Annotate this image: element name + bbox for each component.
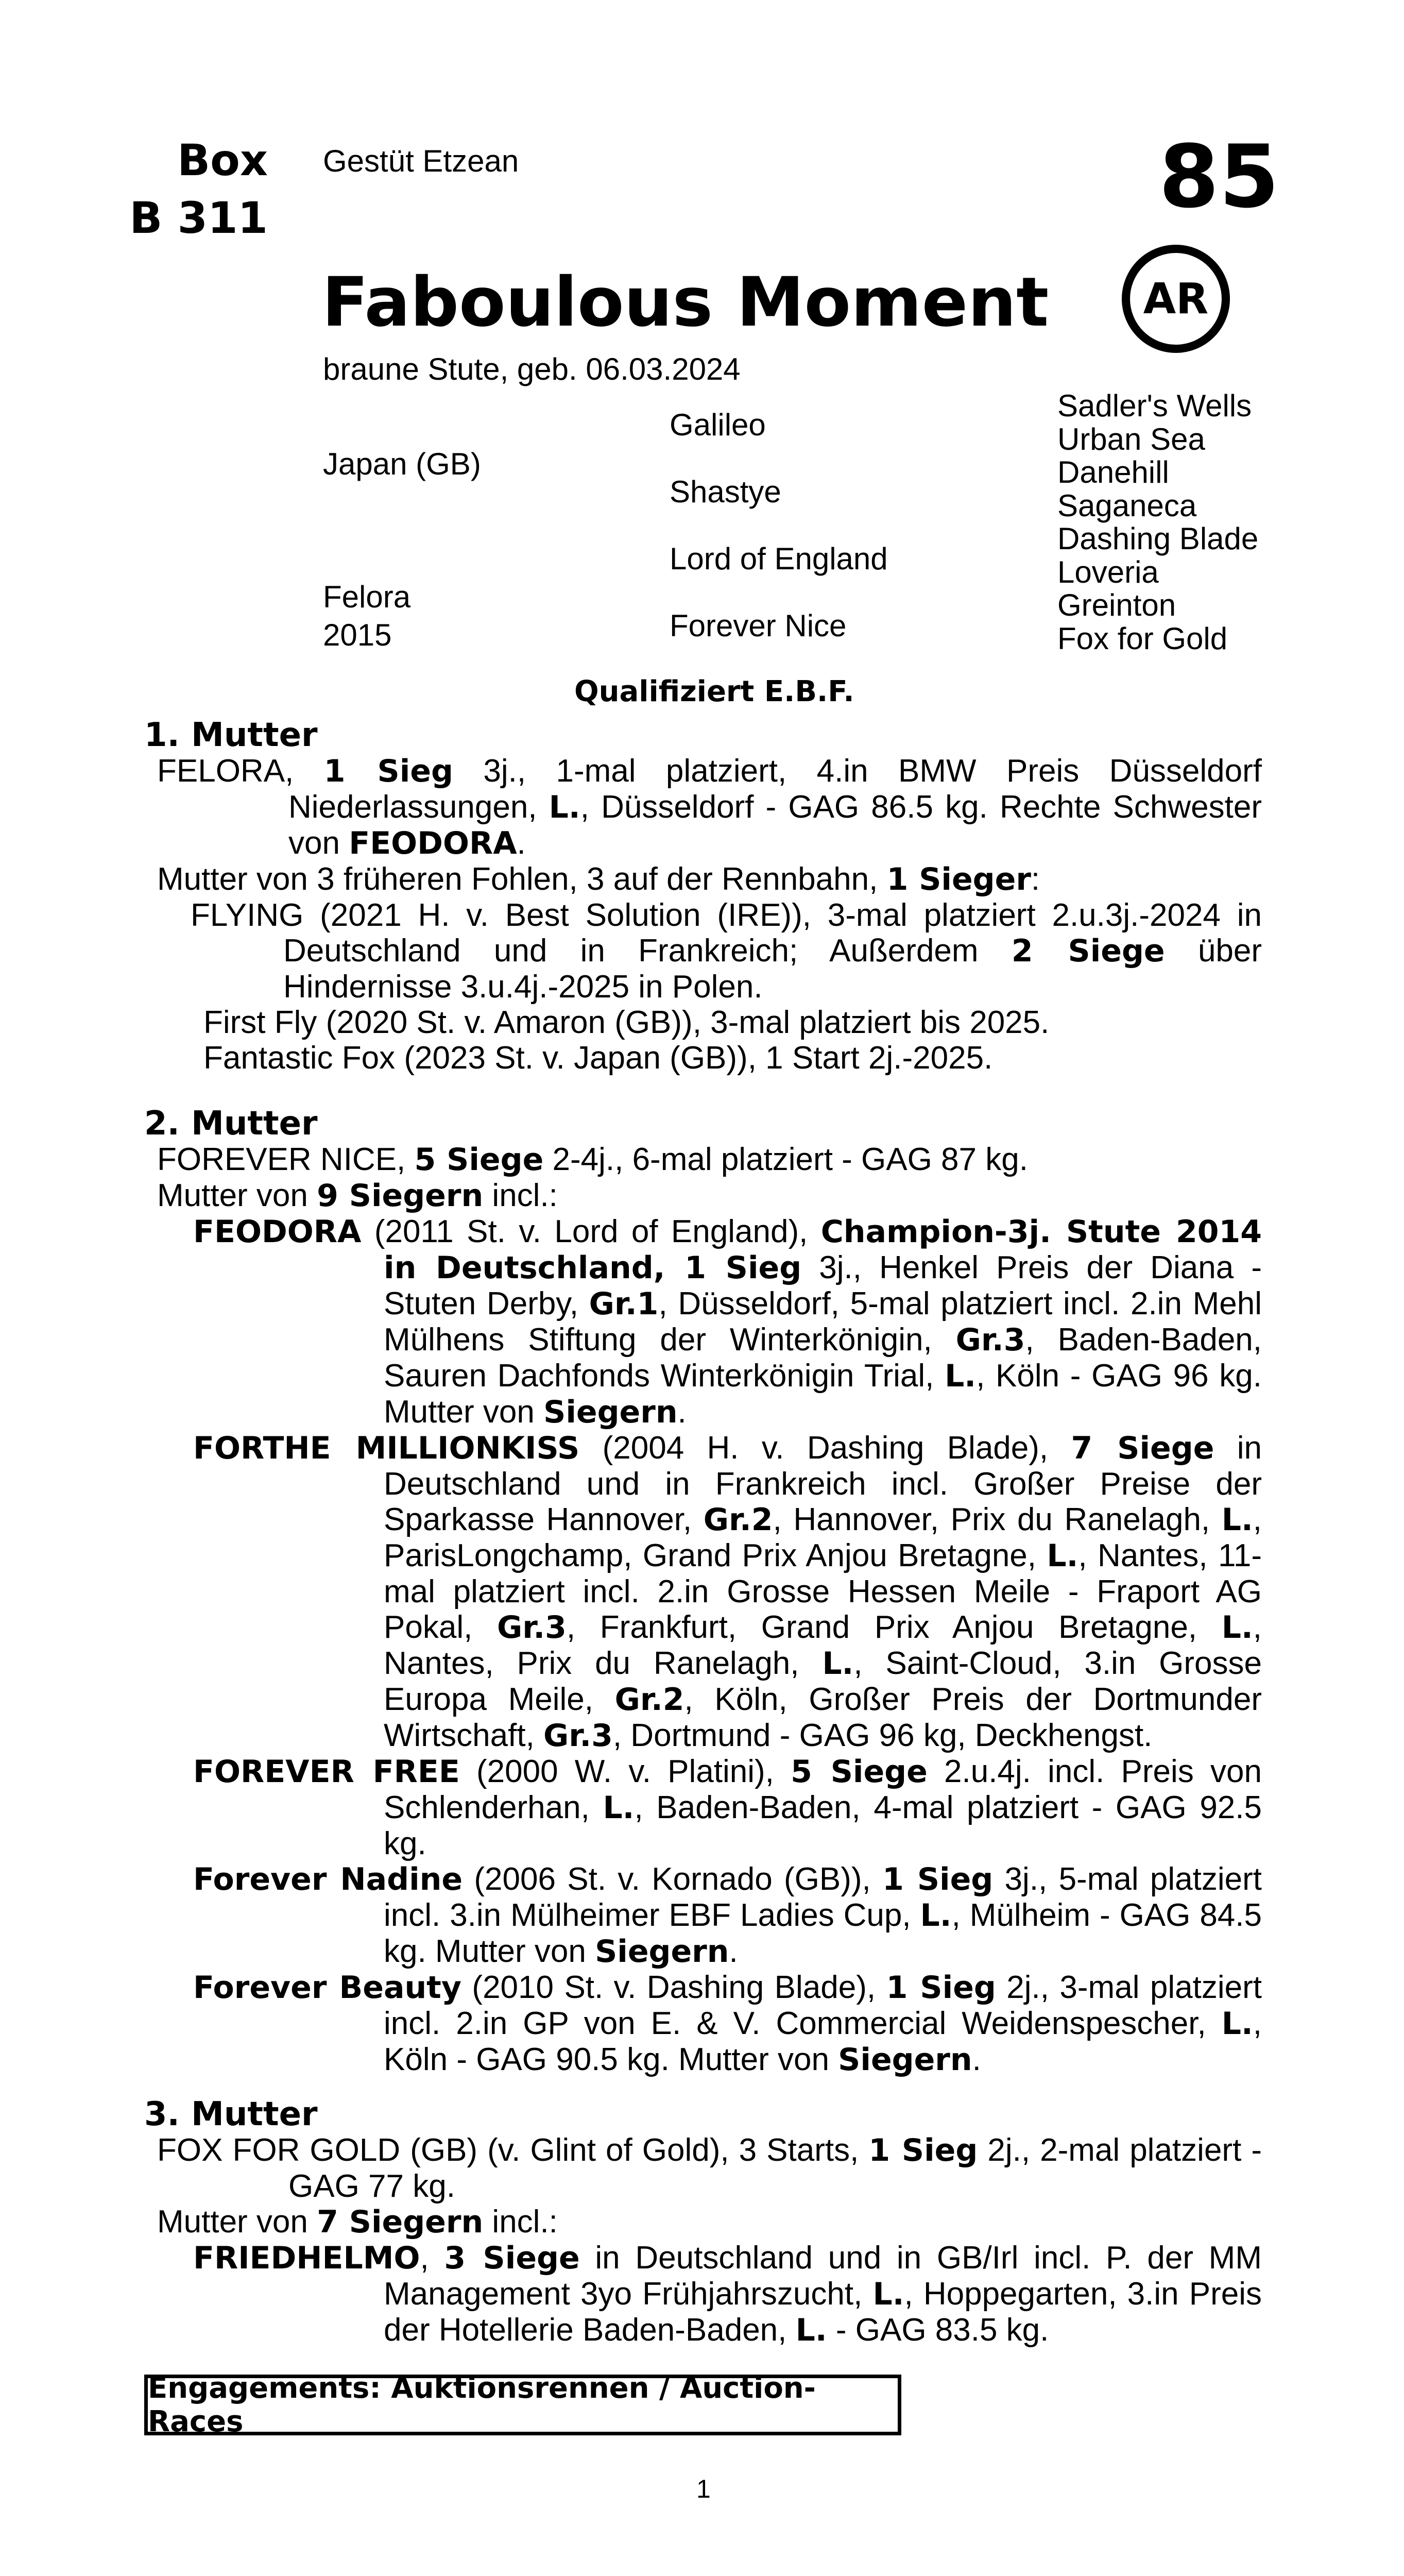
pedigree-great-grandparent: Fox for Gold xyxy=(1057,621,1228,656)
produce-entry: FEODORA (2011 St. v. Lord of England), Champion-3j. Stute 2014 in Deutschland, 1 Sieg 3j., Henkel Preis der Diana - Stuten Derby, Gr.1, Düsseldorf, 5-mal platziert incl. 2.in Mehl Mülhens Stiftung der Winterkönigin, Gr.3, Baden-Baden, Sauren Dachfonds Winterkönigin Trial, L., Köln - GAG 96 kg. Mutter von Siegern. xyxy=(193,1214,1262,1430)
section-heading: 1. Mutter xyxy=(144,716,318,754)
produce-entry: Forever Nadine (2006 St. v. Kornado (GB)), 1 Sieg 3j., 5-mal platziert incl. 3.in Mülheimer EBF Ladies Cup, L., Mülheim - GAG 84.5 kg. Mutter von Siegern. xyxy=(193,1861,1262,1970)
horse-description: braune Stute, geb. 06.03.2024 xyxy=(323,352,741,386)
box-number: B 311 xyxy=(129,193,268,243)
horse-name: Faboulous Moment xyxy=(322,263,1049,342)
produce-entry: FLYING (2021 H. v. Best Solution (IRE)), 3-mal platziert 2.u.3j.-2024 in Deutschland und in Frankreich; Außerdem 2 Siege über Hindernisse 3.u.4j.-2025 in Polen. xyxy=(191,897,1262,1005)
qualification-note: Qualifiziert E.B.F. xyxy=(574,675,854,708)
section-heading: 3. Mutter xyxy=(144,2095,318,2133)
produce-summary: Mutter von 7 Siegern incl.: xyxy=(157,2204,558,2240)
produce-entry: FRIEDHELMO, 3 Siege in Deutschland und in GB/Irl incl. P. der MM Management 3yo Frühjahrszucht, L., Hoppegarten, 3.in Preis der Hotellerie Baden-Baden, L. - GAG 83.5 kg. xyxy=(193,2240,1262,2348)
pedigree-grandparent: Lord of England xyxy=(670,541,888,576)
pedigree-great-grandparent: Danehill xyxy=(1057,455,1169,489)
pedigree-grandparent: Forever Nice xyxy=(670,608,847,643)
page-number: 1 xyxy=(696,2475,711,2503)
pedigree-dam-year: 2015 xyxy=(323,618,392,652)
engagements-box xyxy=(144,2371,901,2438)
pedigree-grandparent: Shastye xyxy=(670,474,781,509)
produce-entry: FORTHE MILLIONKISS (2004 H. v. Dashing Blade), 7 Siege in Deutschland und in Frankreich incl. Großer Preise der Sparkasse Hannover, Gr.2, Hannover, Prix du Ranelagh, L., ParisLongchamp, Grand Prix Anjou Bretagne, L., Nantes, 11-mal platziert incl. 2.in Grosse Hessen Meile - Fraport AG Pokal, Gr.3, Frankfurt, Grand Prix Anjou Bretagne, L., Nantes, Prix du Ranelagh, L., Saint-Cloud, 3.in Grosse Europa Meile, Gr.2, Köln, Großer Preis der Dortmunder Wirtschaft, Gr.3, Dortmund - GAG 96 kg, Deckhengst. xyxy=(193,1430,1262,1754)
pedigree-great-grandparent: Greinton xyxy=(1057,588,1176,622)
lot-number: 85 xyxy=(1159,126,1279,227)
box-label: Box xyxy=(177,135,268,185)
section-heading: 2. Mutter xyxy=(144,1105,318,1143)
produce-entry: First Fly (2020 St. v. Amaron (GB)), 3-mal platziert bis 2025. xyxy=(203,1005,1050,1040)
pedigree-great-grandparent: Saganeca xyxy=(1057,488,1197,523)
produce-summary: Mutter von 3 früheren Fohlen, 3 auf der Rennbahn, 1 Sieger: xyxy=(157,861,1040,897)
ar-badge-label: AR xyxy=(1143,274,1209,324)
dam-entry: FOX FOR GOLD (GB) (v. Glint of Gold), 3 Starts, 1 Sieg 2j., 2-mal platziert - GAG 77 kg. xyxy=(157,2132,1262,2204)
third-dam-section xyxy=(144,2097,1262,2348)
produce-summary: Mutter von 9 Siegern incl.: xyxy=(157,1178,558,1214)
pedigree-grandparent: Galileo xyxy=(670,408,766,442)
pedigree-dam: Felora xyxy=(323,580,411,614)
pedigree-great-grandparent: Loveria xyxy=(1057,554,1159,589)
pedigree-great-grandparent: Sadler's Wells xyxy=(1057,388,1252,423)
pedigree-great-grandparent: Urban Sea xyxy=(1057,421,1205,456)
dam-entry: FELORA, 1 Sieg 3j., 1-mal platziert, 4.in BMW Preis Düsseldorf Niederlassungen, L., Düsseldorf - GAG 86.5 kg. Rechte Schwester von FEODORA. xyxy=(157,753,1262,861)
produce-entry: FOREVER FREE (2000 W. v. Platini), 5 Siege 2.u.4j. incl. Preis von Schlenderhan, L., Baden-Baden, 4-mal platziert - GAG 92.5 kg. xyxy=(193,1754,1262,1861)
engagements-label: Engagements: Auktionsrennen / Auction-Races xyxy=(148,2371,816,2438)
second-dam-section xyxy=(144,1106,1262,2078)
ar-badge xyxy=(1122,245,1230,353)
stud-name: Gestüt Etzean xyxy=(323,144,519,178)
pedigree-great-grandparent: Dashing Blade xyxy=(1057,521,1259,556)
produce-entry: Fantastic Fox (2023 St. v. Japan (GB)), 1 Start 2j.-2025. xyxy=(203,1040,993,1076)
dam-entry: FOREVER NICE, 5 Siege 2-4j., 6-mal platziert - GAG 87 kg. xyxy=(157,1142,1028,1178)
produce-entry: Forever Beauty (2010 St. v. Dashing Blade), 1 Sieg 2j., 3-mal platziert incl. 2.in GP von E. & V. Commercial Weidenspescher, L., Köln - GAG 90.5 kg. Mutter von Siegern. xyxy=(193,1970,1262,2078)
pedigree-sire: Japan (GB) xyxy=(323,447,481,481)
first-dam-section xyxy=(144,718,1262,1076)
